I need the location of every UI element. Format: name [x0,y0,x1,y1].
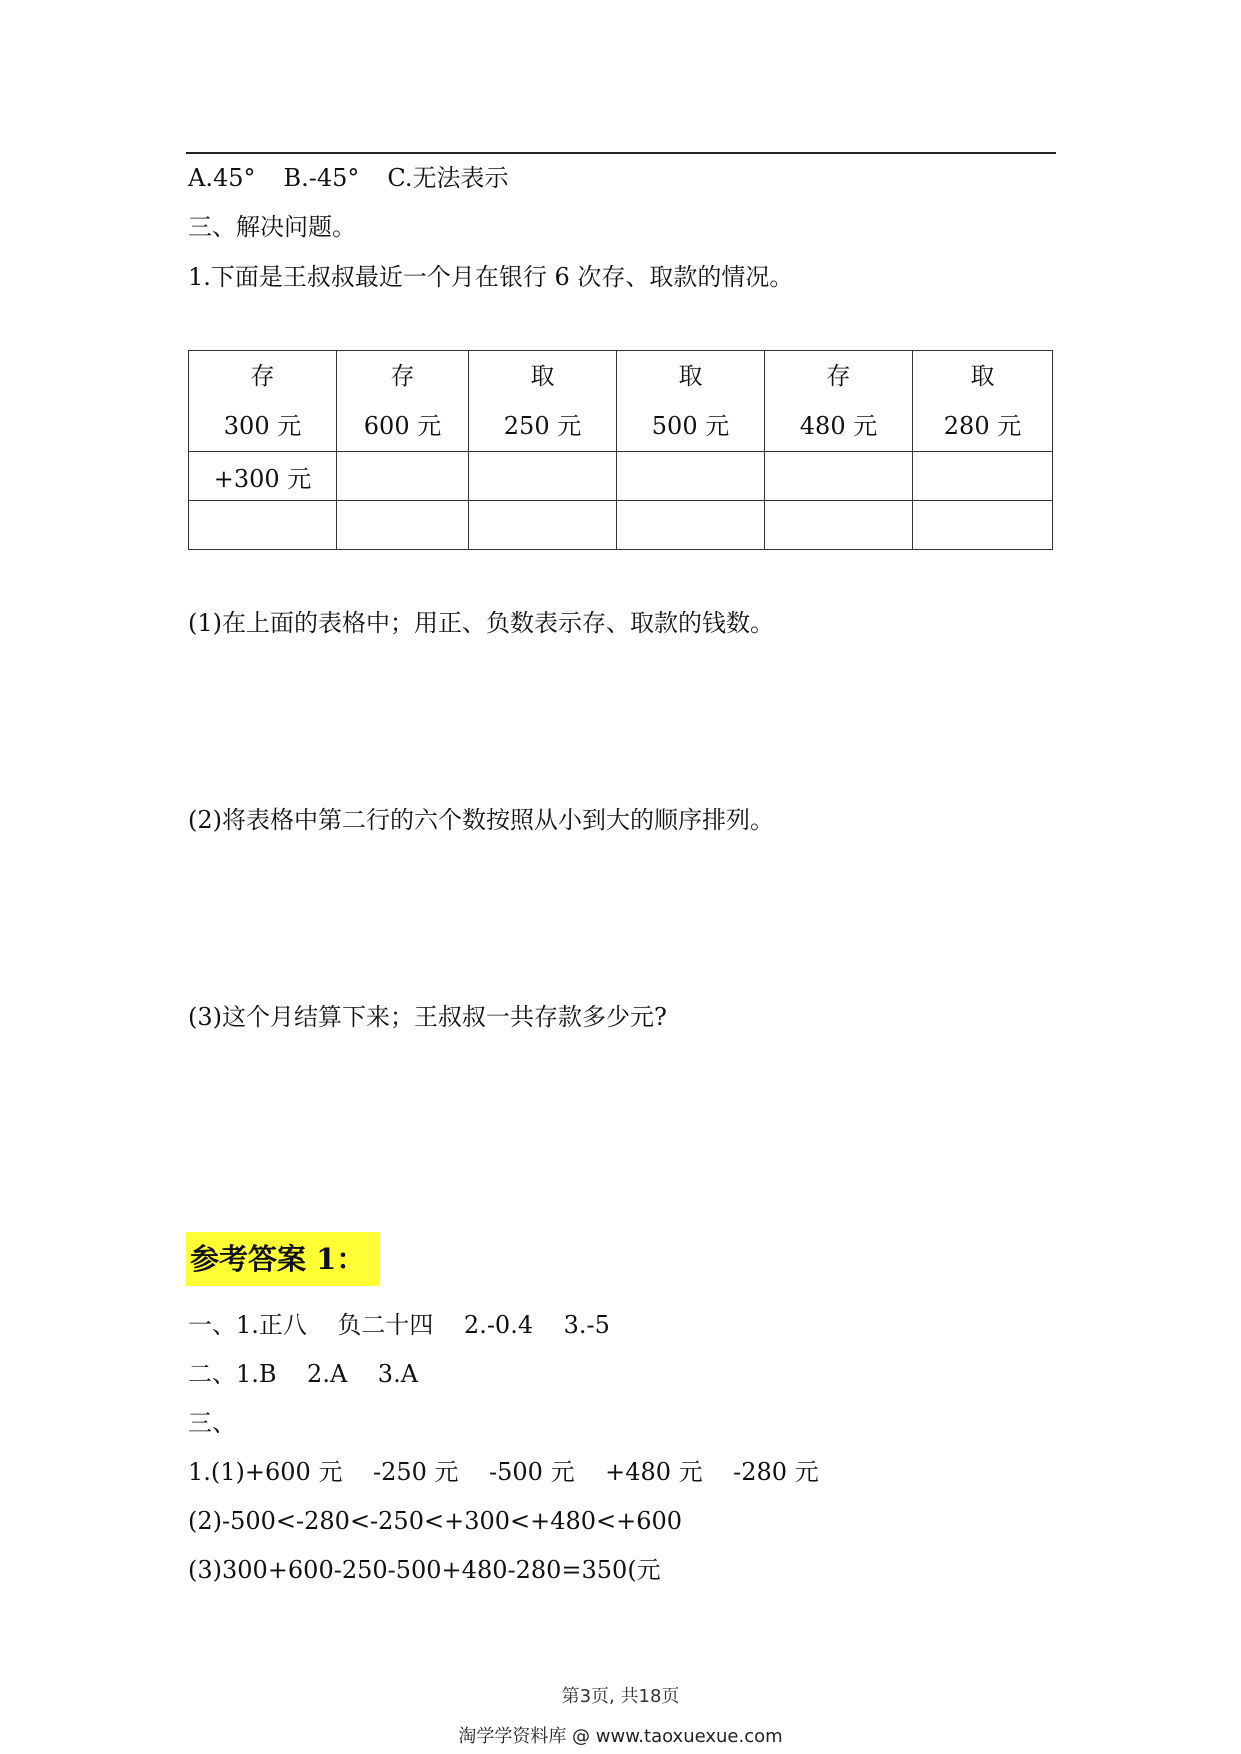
table-cell: +300 元 [189,452,337,501]
table-row [189,501,1053,550]
table-cell-blank [913,452,1053,501]
header-rule [186,152,1056,154]
table-row-header [189,351,1053,452]
answer-3-1: 1.(1)+600 元 -250 元 -500 元 +480 元 -280 元 [188,1458,819,1486]
option-a: A.45° [188,164,256,192]
answer-3-2: (2)-500<-280<-250<+300<+480<+600 [188,1507,683,1535]
footer-site-link[interactable]: 淘学学资料库 @ www.taoxuexue.com [458,1726,783,1747]
table-cell-blank [765,452,913,501]
problem-statement: 1.下面是王叔叔最近一个月在银行 6 次存、取款的情况。 [188,263,794,291]
answer-section-2: 二、1.B 2.A 3.A [188,1360,419,1388]
table-cell-blank [469,501,617,550]
option-b: B.-45° [283,164,360,192]
table-cell-blank [617,501,765,550]
options-line [188,163,509,193]
answer-section-3: 三、 [188,1409,236,1437]
table-cell-blank [913,501,1053,550]
table-row [189,452,1053,501]
answer-key-title: 参考答案 1： [186,1232,379,1286]
page-number: 第3页, 共18页 [561,1686,680,1707]
table-cell-blank [337,501,469,550]
table-cell-blank [337,452,469,501]
question-1: (1)在上面的表格中；用正、负数表示存、取款的钱数。 [188,609,774,637]
table-cell-blank [189,501,337,550]
table-cell: 取 250 元 [469,351,617,452]
table-cell: 取 500 元 [617,351,765,452]
question-2: (2)将表格中第二行的六个数按照从小到大的顺序排列。 [188,806,774,834]
answer-section-1: 一、1.正八 负二十四 2.-0.4 3.-5 [188,1311,610,1339]
table-cell-blank [469,452,617,501]
table-cell: 存 600 元 [337,351,469,452]
table-cell: 存 300 元 [189,351,337,452]
table-cell: 取 280 元 [913,351,1053,452]
question-3: (3)这个月结算下来；王叔叔一共存款多少元? [188,1003,667,1031]
section-three-heading: 三、解决问题。 [188,213,356,241]
table-cell-blank [765,501,913,550]
table-cell-blank [617,452,765,501]
deposit-table [188,350,1053,550]
table-cell: 存 480 元 [765,351,913,452]
answer-3-3: (3)300+600-250-500+480-280=350(元 [188,1556,661,1584]
option-c: C.无法表示 [387,164,509,192]
